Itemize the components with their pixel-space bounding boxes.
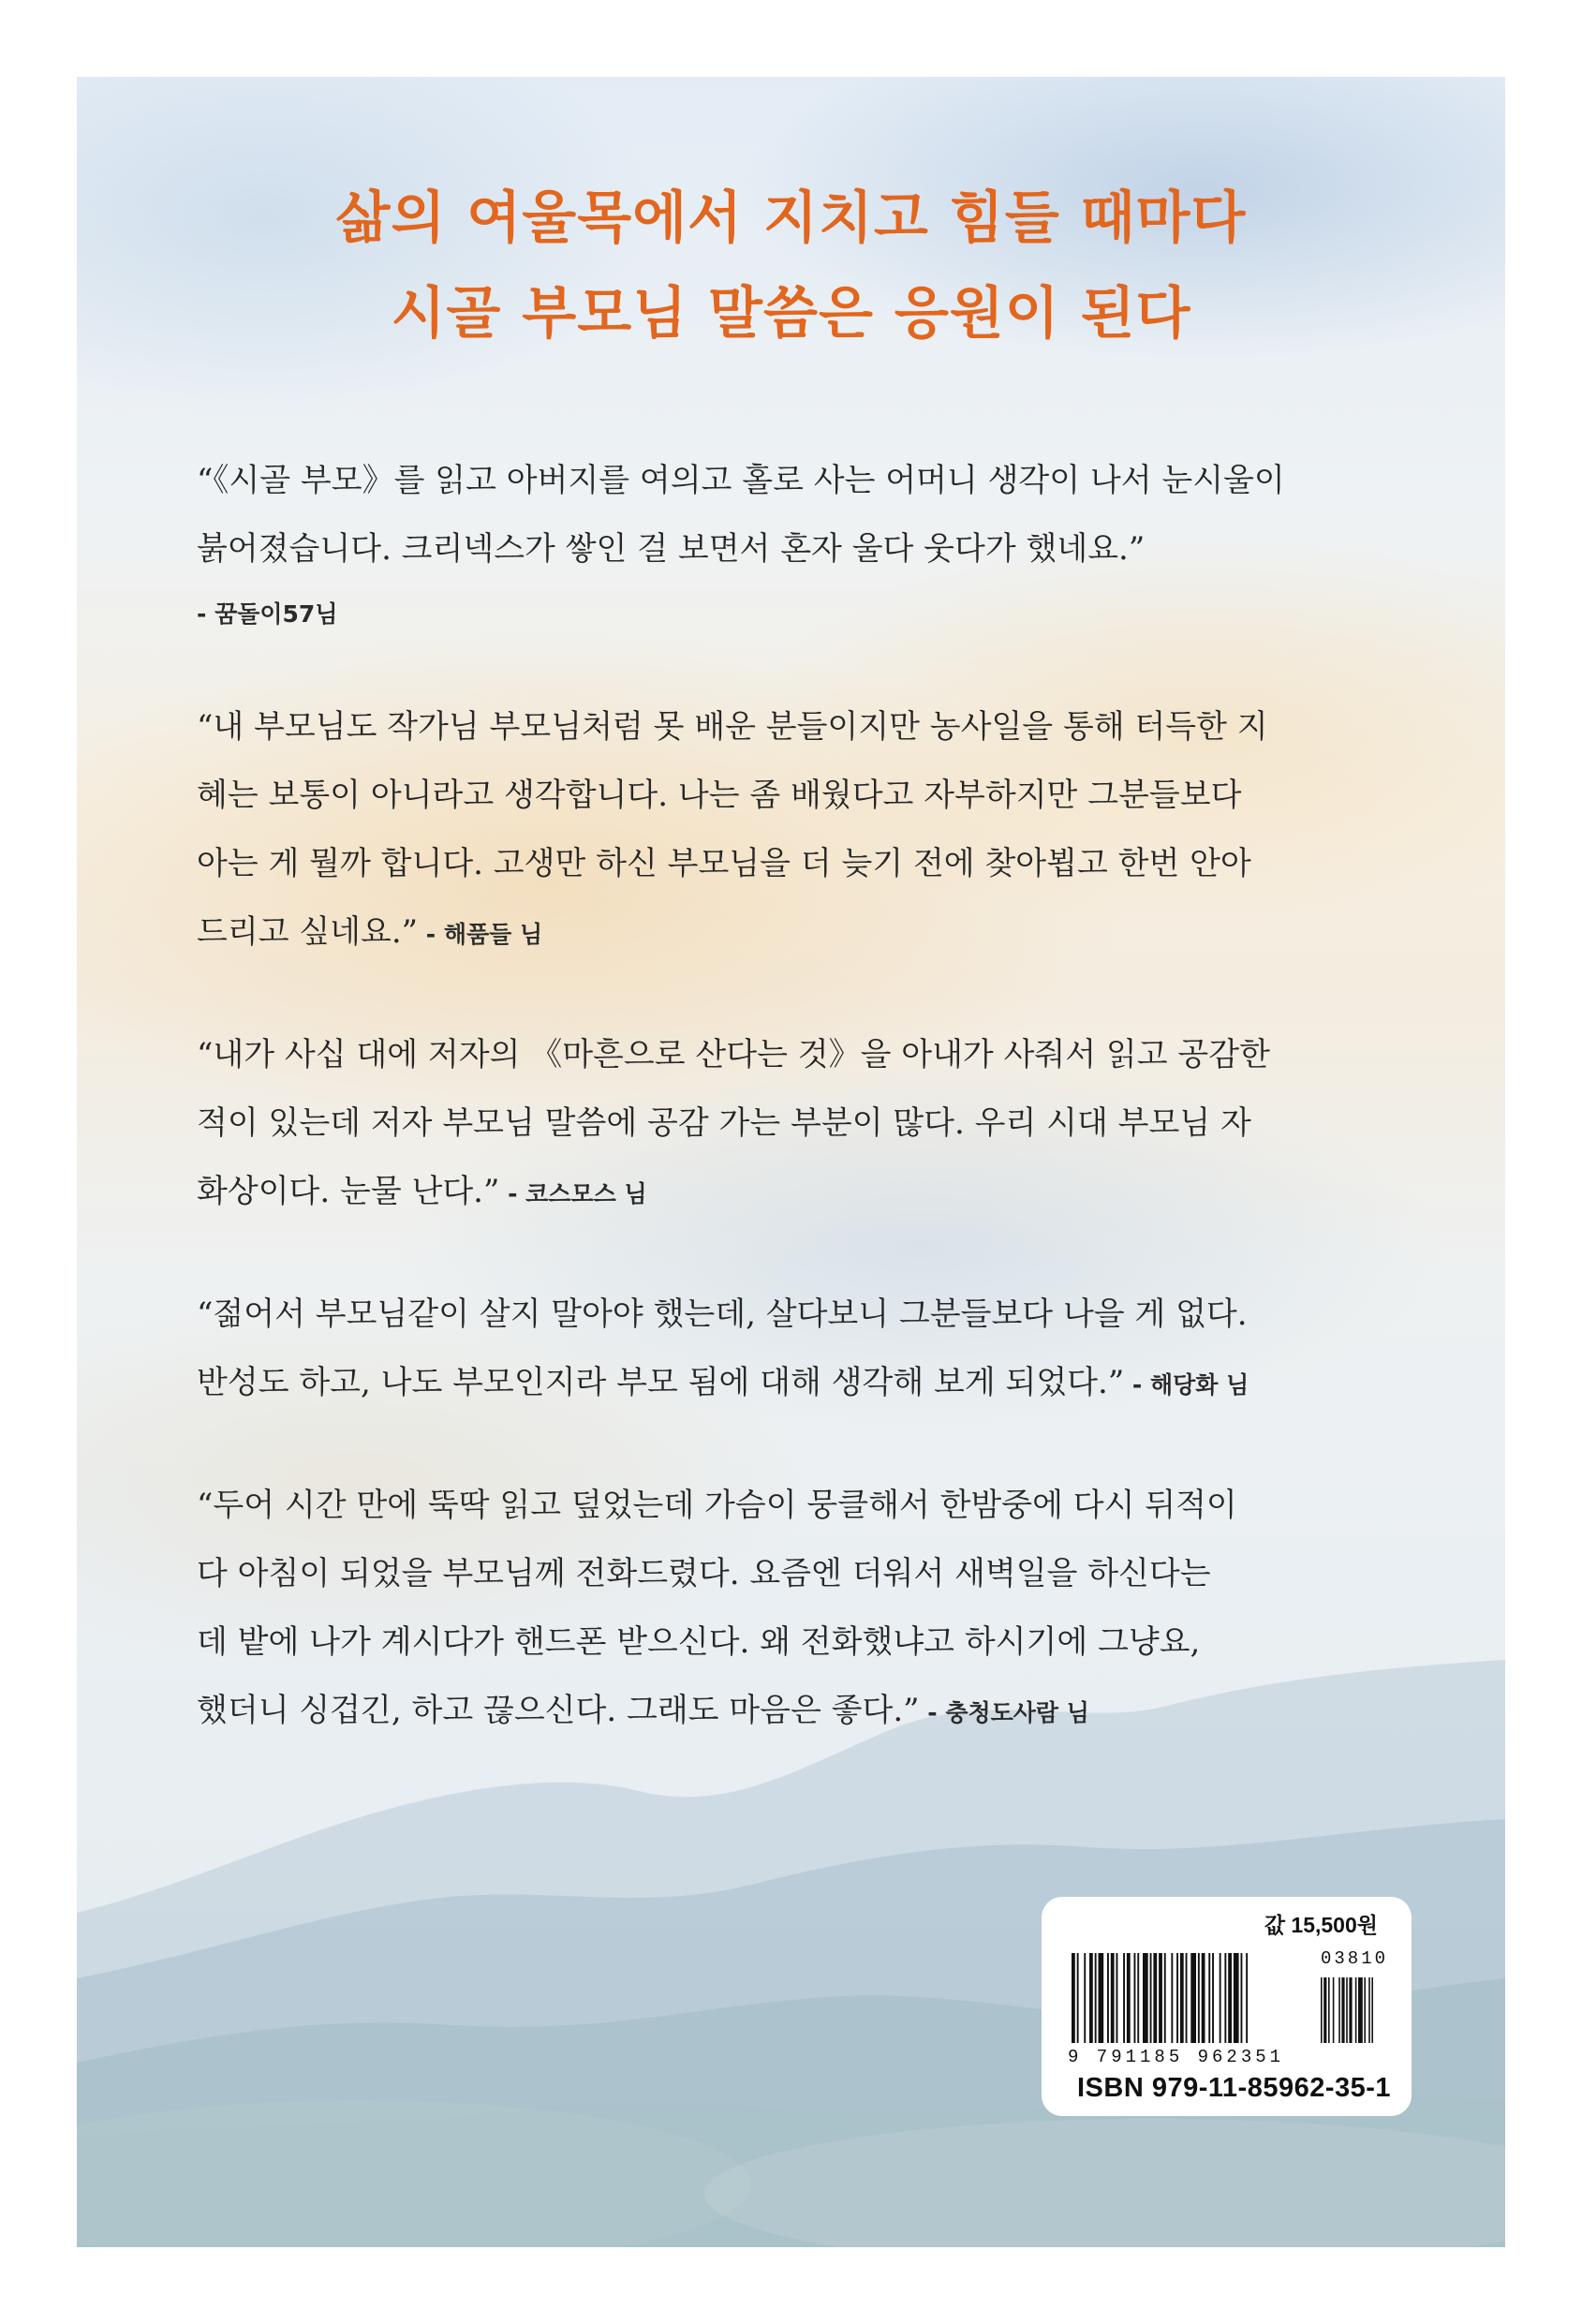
review-line: 붉어졌습니다. 크리넥스가 쌓인 걸 보면서 혼자 울다 웃다가 했네요.” <box>197 530 1146 568</box>
review-5 <box>197 1472 1377 1747</box>
review-line: 적이 있는데 저자 부모님 말씀에 공감 가는 부분이 많다. 우리 시대 부모님 자 <box>197 1104 1251 1142</box>
review-author: - 꿈돌이57님 <box>197 600 338 628</box>
review-line: 드리고 싶네요.” <box>197 913 419 951</box>
review-2 <box>197 693 1377 969</box>
price-label: 값 15,500원 <box>1264 1913 1378 1937</box>
review-line: 데 밭에 나가 계시다가 핸드폰 받으신다. 왜 전화했냐고 하시기에 그냥요, <box>197 1623 1201 1661</box>
headline <box>77 170 1505 362</box>
review-line: 했더니 싱겁긴, 하고 끊으신다. 그래도 마음은 좋다.” <box>197 1692 920 1729</box>
review-line: 다 아침이 되었을 부모님께 전화드렸다. 요즘엔 더워서 새벽일을 하신다는 <box>197 1555 1211 1592</box>
review-line: 아는 게 뭘까 합니다. 고생만 하신 부모님을 더 늦기 전에 찾아뵙고 한번 안아 <box>197 845 1251 882</box>
review-author: - 충청도사람 님 <box>919 1699 1089 1726</box>
review-1 <box>197 447 1377 641</box>
review-line: 반성도 하고, 나도 부모인지라 부모 됨에 대해 생각해 보게 되었다.” <box>197 1364 1125 1401</box>
barcode-addon-number: 03810 <box>1321 1948 1389 1969</box>
review-4 <box>197 1280 1377 1419</box>
review-line: “내 부모님도 작가님 부모님처럼 못 배운 분들이지만 농사일을 통해 터득한 지 <box>197 708 1268 746</box>
isbn-number: ISBN 979-11-85962-35-1 <box>1077 2073 1392 2103</box>
barcode-panel <box>1042 1897 1412 2116</box>
review-line: “《시골 부모》를 읽고 아버지를 여의고 홀로 사는 어머니 생각이 나서 눈시울이 <box>197 462 1285 499</box>
reader-reviews <box>197 447 1377 1799</box>
barcode-digits: 9 791185 962351 <box>1068 2047 1285 2067</box>
headline-line-1: 삶의 여울목에서 지치고 힘들 때마다 <box>335 185 1247 251</box>
review-line: 화상이다. 눈물 난다.” <box>197 1173 500 1210</box>
review-3 <box>197 1021 1377 1228</box>
review-author: - 해품들 님 <box>418 921 543 948</box>
review-line: 혜는 보통이 아니라고 생각합니다. 나는 좀 배웠다고 자부하지만 그분들보다 <box>197 777 1242 814</box>
review-line: “내가 사십 대에 저자의 《마흔으로 산다는 것》을 아내가 사줘서 읽고 공감한 <box>197 1036 1270 1073</box>
review-line: “두어 시간 만에 뚝딱 읽고 덮었는데 가슴이 뭉클해서 한밤중에 다시 뒤적이 <box>197 1487 1237 1524</box>
review-author: - 코스모스 님 <box>499 1180 647 1207</box>
book-back-cover <box>77 77 1505 2247</box>
review-author: - 해당화 님 <box>1124 1371 1249 1399</box>
headline-line-2: 시골 부모님 말씀은 응원이 된다 <box>391 281 1191 347</box>
review-line: “젊어서 부모님같이 살지 말아야 했는데, 살다보니 그분들보다 나을 게 없다. <box>197 1295 1248 1333</box>
barcode-bars <box>1068 1953 1386 2047</box>
